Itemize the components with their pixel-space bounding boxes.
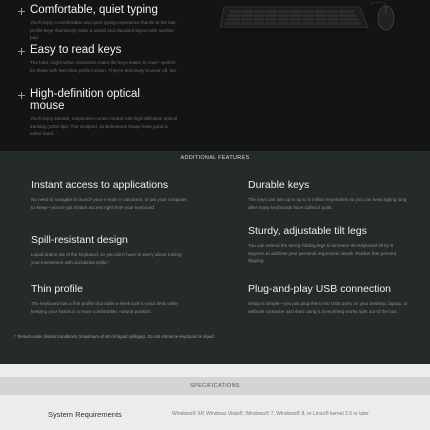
- feature-thin-profile: [31, 283, 201, 315]
- feature-tilt-legs: [248, 225, 418, 265]
- additional-features-section: [0, 151, 430, 364]
- section-title: ADDITIONAL FEATURES: [180, 155, 250, 161]
- feature-title: Spill-resistant design: [31, 234, 128, 246]
- spec-value: Windows® XP, Windows Vista®, Windows® 7, Windows® 8, or Linux® kernel 2.6 or later: [172, 411, 369, 417]
- specifications-section: [0, 364, 430, 430]
- feature-spill-resistant: [31, 234, 201, 266]
- section-title: SPECIFICATIONS: [0, 377, 430, 395]
- feature-text: The keys can last up to up to 5 million keystrokes so you can keep typing long after many keyboards have called it quits.: [248, 197, 407, 210]
- feature-text: The keyboard has a thin profile that adds a sleek look to your desk while keeping your hands in a more comfortable, natural position.: [31, 301, 178, 314]
- feature-easy-read-keys: [18, 44, 178, 74]
- feature-text: You'll enjoy a comfortable and quiet typing experience thanks to the low-profile keys that barely make a sound and standard layout with number pad.: [30, 20, 177, 40]
- keyboard-mouse-product-image: [220, 0, 405, 45]
- feature-text: Setup is simple—you just plug them into USB ports on your desktop, laptop, or netbook computer and start using it. Everything works right out of the box.: [248, 301, 408, 314]
- feature-instant-access: [31, 179, 201, 211]
- feature-usb-connection: [248, 283, 418, 315]
- footnote: * Tested under limited conditions (maximum of 60 ml liquid spillage). Do not immerse keyboard in liquid.: [14, 334, 215, 339]
- feature-optical-mouse: [18, 88, 178, 138]
- plus-icon: [18, 48, 25, 55]
- feature-title: Instant access to applications: [31, 179, 169, 191]
- feature-text: The bold, bright white characters make the keys easier to read—perfect for those with less-than-perfect vision. They're less likely to wear off, too.: [30, 60, 178, 73]
- feature-text: You can extend the sturdy folding legs to increase the keyboard tilt by 8 degrees to address your personal ergonomic needs. Rubber feet prevent slipping.: [248, 243, 397, 263]
- feature-title: Thin profile: [31, 283, 83, 295]
- product-features-section: [0, 0, 430, 151]
- plus-icon: [18, 8, 25, 15]
- feature-title: Plug-and-play USB connection: [248, 283, 392, 295]
- feature-comfortable-typing: [18, 4, 178, 42]
- feature-text: Liquid drains out of the keyboard, so you don't have to worry about ruining your investment with accidental spills.*: [31, 252, 182, 265]
- feature-text: No need to navigate to launch your e-mail or calculator, or put your computer to sleep—you've got instant access right from your keyboard.: [31, 197, 188, 210]
- feature-text: You'll enjoy smooth, responsive cursor control with high-definition optical tracking (1000 dpi). The sculpted, ambidextrous shape feels good in either hand.: [30, 116, 178, 136]
- feature-title: High-definition optical mouse: [30, 88, 140, 112]
- feature-durable-keys: [248, 179, 418, 211]
- spec-label: System Requirements: [48, 410, 122, 419]
- feature-title: Easy to read keys: [30, 44, 122, 56]
- feature-title: Durable keys: [248, 179, 310, 191]
- feature-title: Sturdy, adjustable tilt legs: [248, 225, 367, 237]
- plus-icon: [18, 92, 25, 99]
- feature-title: Comfortable, quiet typing: [30, 4, 158, 16]
